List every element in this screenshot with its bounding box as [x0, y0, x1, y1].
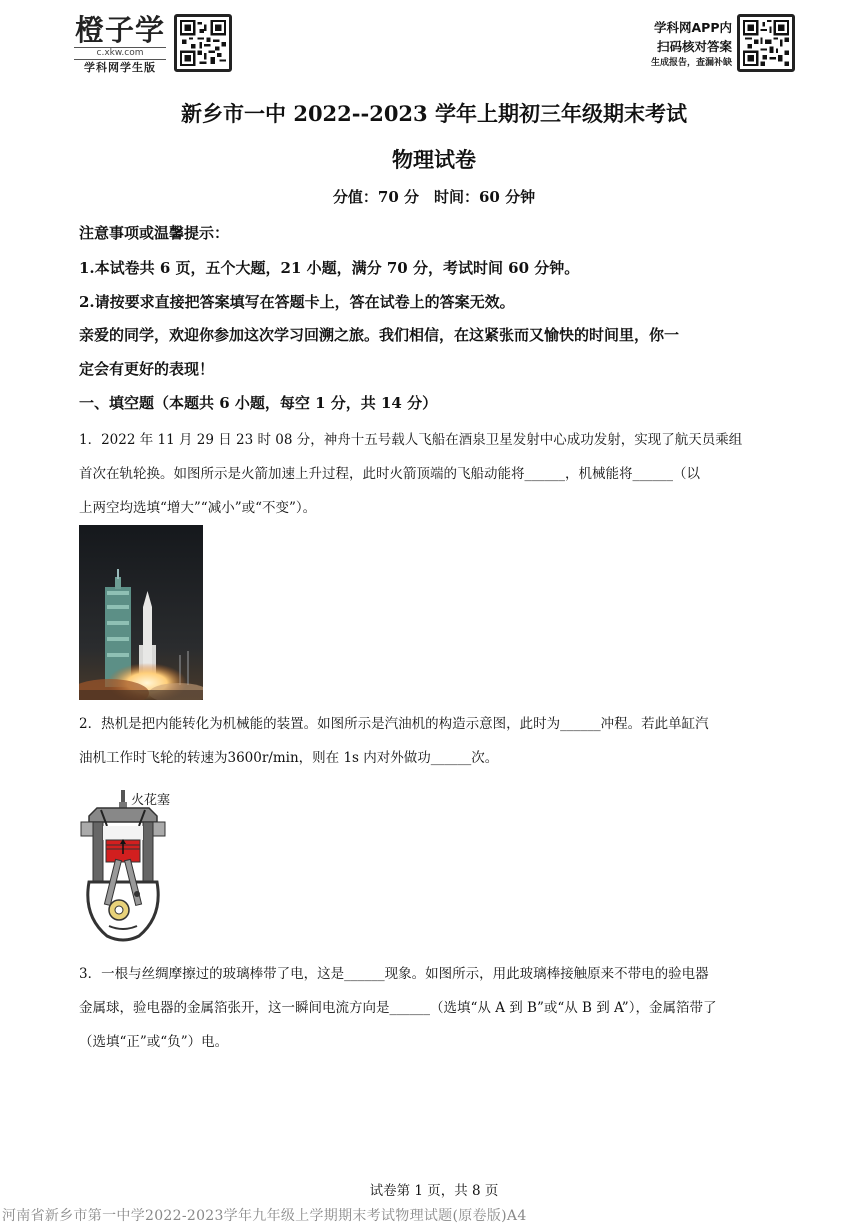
q1-line-1: 1．2022 年 11 月 29 日 23 时 08 分，神舟十五号载人飞船在酒泉卫星发射中心成功发射，实现了航天员乘组	[79, 432, 743, 448]
promo-line-2: 扫码核对答案	[656, 39, 732, 54]
exam-info: 分值：70 分 时间：60 分钟	[332, 188, 536, 206]
rocket-launch-image	[79, 525, 203, 700]
q3-line-3: （选填“正”或“负”）电。	[79, 1034, 229, 1050]
q1-line-2: 首次在轨轮换。如图所示是火箭加速上升过程，此时火箭顶端的飞船动能将______，机械能将______（以	[79, 466, 700, 482]
brand-logo	[72, 14, 168, 75]
notice-item-2: 2.请按要求直接把答案填写在答题卡上，答在试卷上的答案无效。	[79, 293, 515, 311]
brand-name: 橙子学	[74, 13, 165, 47]
q3-line-1: 3．一根与丝绸摩擦过的玻璃棒带了电，这是______现象。如图所示，用此玻璃棒接触原来不带电的验电器	[79, 966, 709, 982]
qr-code-icon	[174, 14, 232, 72]
notice-heading: 注意事项或温馨提示：	[79, 224, 230, 242]
q2-line-2: 油机工作时飞轮的转速为3600r/min，则在 1s 内对外做功______次。	[79, 750, 499, 766]
greeting-line-1: 亲爱的同学，欢迎你参加这次学习回溯之旅。我们相信，在这紧张而又愉快的时间里，你一	[79, 326, 680, 344]
notice-item-1: 1.本试卷共 6 页，五个大题，21 小题，满分 70 分，考试时间 60 分钟。	[79, 259, 580, 277]
subject-title: 物理试卷	[392, 147, 476, 172]
greeting-line-2: 定会有更好的表现！	[79, 360, 215, 378]
promo-line-3: 生成报告，查漏补缺	[650, 58, 732, 68]
exam-title: 新乡市一中 2022--2023 学年上期初三年级期末考试	[181, 101, 687, 126]
section-heading: 一、填空题（本题共 6 小题，每空 1 分，共 14 分）	[79, 394, 438, 412]
page-number: 试卷第 1 页，共 8 页	[369, 1183, 499, 1199]
promo-line-1: 学科网APP内	[654, 20, 732, 35]
q3-line-2: 金属球，验电器的金属箔张开，这一瞬间电流方向是______（选填“从 A 到 B”或“从 B 到 A”），金属箔带了	[79, 1000, 717, 1016]
brand-url: c.xkw.com	[74, 47, 166, 60]
q2-line-1: 2．热机是把内能转化为机械能的装置。如图所示是汽油机的构造示意图，此时为______冲程。若此单缸汽	[79, 716, 709, 732]
q1-line-3: 上两空均选填“增大”“减小”或“不变”）。	[79, 500, 317, 516]
gasoline-engine-diagram	[79, 786, 189, 944]
qr-code-icon	[737, 14, 795, 72]
spark-plug-label: 火花塞	[131, 793, 171, 808]
brand-subtitle: 学科网学生版	[84, 61, 156, 74]
app-promo	[620, 18, 732, 70]
document-watermark: 河南省新乡市第一中学2022-2023学年九年级上学期期末考试物理试题(原卷版)A4	[2, 1208, 527, 1224]
